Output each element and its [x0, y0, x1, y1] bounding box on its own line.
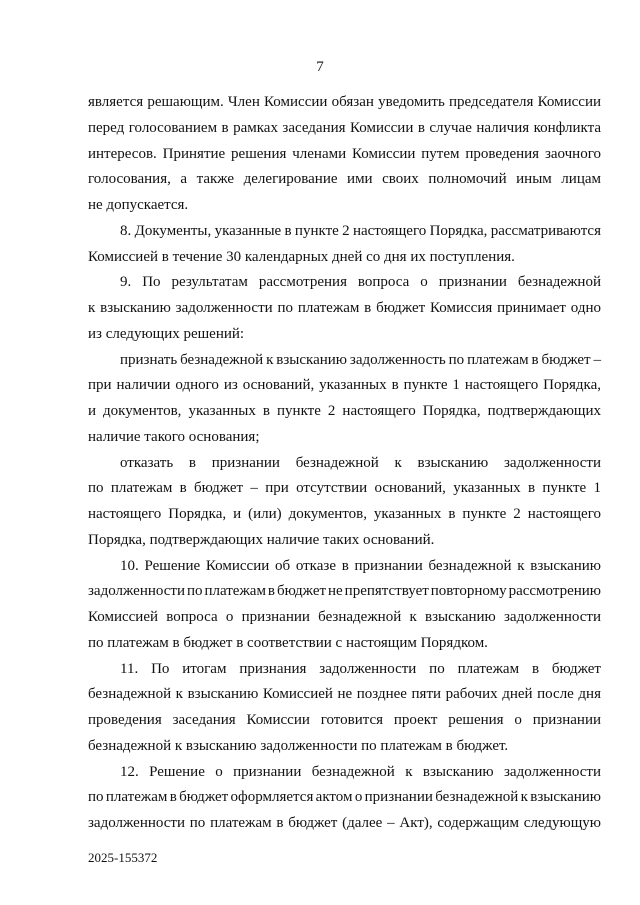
text-line: проведения заседания Комиссии готовится проект решения о признании — [88, 712, 601, 728]
text-line: интересов. Принятие решения членами Комиссии путем проведения заочного — [88, 145, 601, 162]
text-line: является решающим. Член Комиссии обязан уведомить председателя Комиссии — [88, 94, 601, 110]
page-number: 7 — [316, 59, 324, 75]
text-line: по платежам в бюджет – при отсутствии оснований, указанных в пункте 1 — [88, 480, 601, 497]
text-line: 11. По итогам признания задолженности по платежам в бюджет — [120, 660, 601, 677]
text-line: безнадежной к взысканию задолженности по платежам в бюджет. — [88, 737, 509, 754]
text-line: по платежам в бюджет оформляется актом о признании безнадежной к взысканию — [88, 789, 601, 806]
text-line: перед голосованием в рамках заседания Комиссии в случае наличия конфликта — [88, 119, 601, 136]
text-line: Комиссией вопроса о признании безнадежной к взысканию задолженности — [88, 609, 601, 625]
text-line: признать безнадежной к взысканию задолженность по платежам в бюджет – — [120, 351, 601, 368]
text-line: наличие такого основания; — [88, 428, 260, 445]
text-line: задолженности по платежам в бюджет не препятствует повторному рассмотрению — [88, 583, 601, 600]
text-line: и документов, указанных в пункте 2 настоящего Порядка, подтверждающих — [88, 403, 601, 419]
text-line: Порядка, подтверждающих наличие таких оснований. — [88, 531, 435, 548]
text-line: не допускается. — [88, 197, 189, 213]
text-line: 9. По результатам рассмотрения вопроса о признании безнадежной — [120, 274, 601, 291]
text-line: безнадежной к взысканию Комиссией не позднее пяти рабочих дней после дня — [88, 686, 601, 703]
text-line: по платежам в бюджет в соответствии с настоящим Порядком. — [88, 634, 488, 651]
text-line: из следующих решений: — [88, 325, 245, 342]
text-line: при наличии одного из оснований, указанных в пункте 1 настоящего Порядка, — [88, 377, 601, 394]
text-line: отказать в признании безнадежной к взысканию задолженности — [120, 454, 601, 471]
text-line: голосования, а также делегирование ими своих полномочий иным лицам — [88, 171, 601, 188]
text-line: 8. Документы, указанные в пункте 2 настоящего Порядка, рассматриваются — [120, 222, 601, 239]
text-line: настоящего Порядка, и (или) документов, указанных в пункте 2 настоящего — [88, 506, 601, 522]
text-line: Комиссией в течение 30 календарных дней со дня их поступления. — [88, 248, 515, 265]
text-line: 10. Решение Комиссии об отказе в признании безнадежной к взысканию — [120, 557, 601, 574]
document-code: 2025-155372 — [88, 850, 158, 865]
text-line: задолженности по платежам в бюджет (далее – Акт), содержащим следующую — [88, 815, 601, 831]
text-line: к взысканию задолженности по платежам в бюджет Комиссия принимает одно — [88, 300, 601, 316]
text-line: 12. Решение о признании безнадежной к взысканию задолженности — [120, 763, 601, 780]
